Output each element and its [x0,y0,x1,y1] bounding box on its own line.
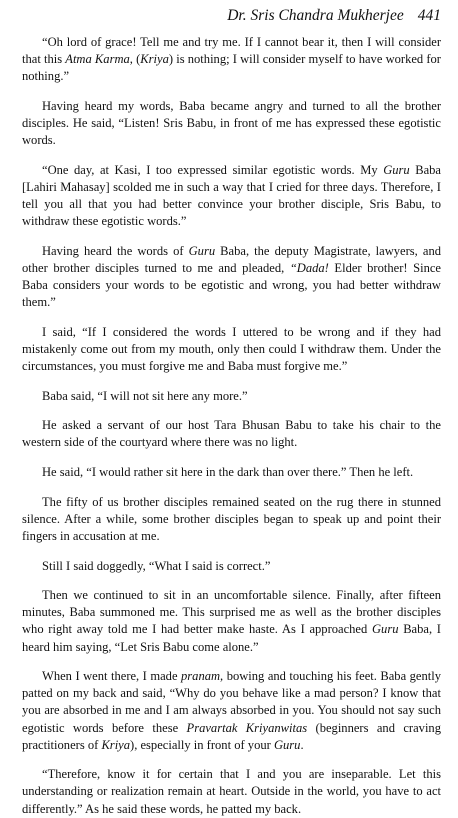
italic-text: Atma Karma [65,52,130,67]
text-run: He said, “I would rather sit here in the dark than over there.” Then he left. [42,465,414,480]
italic-text: Kriya [101,737,131,752]
italic-text: pranam, [181,669,224,684]
paragraph-3 [22,162,441,230]
italic-text: Guru [188,243,216,258]
paragraph-10 [22,558,441,575]
paragraph-7 [22,417,441,451]
text-run: He asked a servant of our host Tara Bhusan Babu to take his chair to the western side of the courtyard where there was no light. [22,418,441,450]
text-run: bowing and touching his feet. Baba gently patted on my back and said, “Why do you behave like a mad person? I know that you are absorbed in me and I am always absorbed in you. You should not say such egotistic words before these [22,669,441,735]
text-run: , ( [129,52,141,67]
text-run: “Oh lord of grace! Tell me and try me. If I cannot bear it, then I will consider that this [22,35,441,67]
paragraph-12 [22,668,441,753]
italic-text: Pravartak Kriyanwitas [186,720,308,735]
italic-text: Guru [371,622,399,637]
paragraph-5 [22,324,441,375]
text-run: “One day, at Kasi, I too expressed similar egotistic words. My [42,162,384,177]
text-run: Baba [Lahiri Mahasay] scolded me in such a way that I cried for three days. Therefore, I tell you all that you had better convince your brother disciple, Sris Babu, to withdraw these egotistic words.” [22,162,441,229]
text-run: Baba, I heard him saying, “Let Sris Babu come alone.” [22,622,441,654]
paragraph-9 [22,494,441,545]
text-run: The fifty of us brother disciples remained seated on the rug there in stunned silence. After a while, some brother disciples began to speak up and point their fingers in accusation at me. [22,494,441,543]
paragraph-13 [22,766,441,817]
text-run: ), especially in front of your [130,737,274,752]
running-header [22,6,441,34]
italic-text: Kriya [140,52,169,67]
page-body [22,34,441,818]
paragraph-1 [22,34,441,85]
text-run: I said, “If I considered the words I uttered to be wrong and if they had mistakenly come out from my mouth, only then could I withdraw them. Under the circumstances, you must forgive me and Baba must forgive me.” [22,324,441,373]
text-run: Elder brother! Since Baba considers your words to be egotistic and wrong, you had better withdraw them.” [22,260,441,309]
text-run: Having heard the words of [42,243,189,258]
paragraph-8 [22,464,441,481]
paragraph-6 [22,388,441,405]
paragraph-4 [22,243,441,311]
text-run: When I went there, I made [42,669,182,684]
text-run: Then we continued to sit in an uncomfortable silence. Finally, after fifteen minutes, Baba summoned me. This surprised me as well as the brother disciples who right away told me I had better make haste. As I approached [22,588,441,637]
paragraph-11 [22,587,441,655]
italic-text: Guru [383,162,410,177]
text-run: Having heard my words, Baba became angry and turned to all the brother disciples. He said, “Listen! Sris Babu, in front of me has expressed these egotistic words. [22,98,441,148]
text-run: Baba, the deputy Magistrate, lawyers, and other brother disciples turned to me and pleaded, [22,243,441,275]
text-run: Baba said, “I will not sit here any more.” [42,388,248,403]
page-number: 441 [417,7,441,24]
text-run: (beginners and craving practitioners of [22,720,441,752]
paragraph-2 [22,98,441,149]
text-run: . [300,737,304,752]
text-run: Still I said doggedly, “What I said is correct.” [42,558,271,573]
italic-text: “Dada! [289,260,329,275]
running-header-title: Dr. Sris Chandra Mukherjee [227,7,404,24]
italic-text: Guru [273,737,301,752]
text-run: “Therefore, know it for certain that I and you are inseparable. Let this understanding or realization remain at heart. Outside in the world, you have to act differently.” As he said these words, he patted my back. [22,767,441,816]
text-run: ) is nothing; I will consider myself to have worked for nothing.” [22,52,441,84]
